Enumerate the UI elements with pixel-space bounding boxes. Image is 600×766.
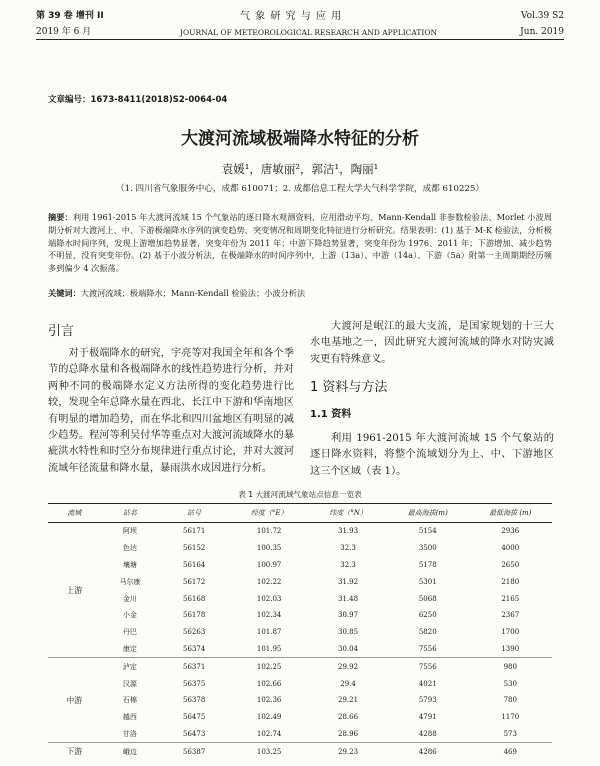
col-max-altitude: 最高海拔(m) [387,504,469,523]
table-row [48,590,552,607]
station-id: 56387 [159,743,229,760]
table-row [48,743,552,760]
station-name: 峨边 [101,743,160,760]
keywords-text: 大渡河流域；极端降水；Mann-Kendall 检验法；小波分析法 [80,288,306,298]
intro-paragraph-2 [310,319,554,368]
station-name: 阿坝 [122,527,137,536]
latitude: 28.66 [338,713,359,722]
intro-paragraph-2-text: 大渡河是岷江的最大支流，是国家规划的十三大水电基地之一，因此研究大渡河流域的降水对防灾减灾更有特殊意义。 [310,321,554,365]
latitude: 31.92 [338,577,359,586]
table-row [48,709,552,726]
min-altitude: 1390 [501,644,520,653]
min-altitude: 469 [469,743,552,760]
table-row [48,641,552,658]
intro-paragraph-1-text: 对于极端降水的研究，宇亮等对我国全年和各个季节的总降水量和各极端降水的线性趋势进行分析，并对两种不同的极端降水定义方法所得的变化趋势进行比较，发现全年总降水量在西北、长江中下游和华南地区有明显的增加趋势，而在华北和四川盆地区有明显的减少趋势。程河等利吴付华等重点对大渡河流域降水的暴疵洪水特性和时空分布规律进行重点讨论，并对大渡河流域年径流量和降水量，暴雨洪水成因进行分析。 [48,348,294,474]
station-name: 泸定 [101,658,160,675]
station-name: 壤塘 [122,560,137,569]
keywords [48,287,552,300]
station-id: 56171 [183,527,206,536]
longitude: 103.25 [229,743,309,760]
latitude: 29.23 [309,743,387,760]
max-altitude: 4021 [418,679,437,688]
latitude: 29.92 [309,658,387,675]
station-name: 甘洛 [122,729,137,738]
max-altitude: 5068 [418,594,437,603]
affiliation: （1. 四川省气象服务中心，成都 610071；2. 成都信息工程大学大气科学学院，成都 610225） [116,184,484,194]
station-id: 56178 [183,611,206,620]
station-id: 56371 [159,658,229,675]
col-latitude: 纬度（°N） [309,504,387,523]
longitude: 101.87 [256,628,282,637]
max-altitude: 3500 [418,544,437,553]
col-station-name: 站名 [101,504,160,523]
station-id: 56263 [183,628,206,637]
min-altitude: 1170 [501,713,520,722]
data-paragraph-text: 利用 1961-2015 年大渡河流域 15 个气象站的逐日降水资料，将整个流域划分为上、中、下游地区这三个区域（表 1）。 [310,433,554,477]
latitude: 32.3 [340,560,356,569]
min-altitude: 530 [503,679,517,688]
latitude: 30.85 [338,628,359,637]
longitude: 102.74 [256,729,282,738]
min-altitude: 2180 [501,577,520,586]
min-altitude: 2650 [501,560,520,569]
station-name: 康定 [122,644,137,653]
longitude: 102.49 [256,713,282,722]
abstract [48,211,552,275]
table-row [48,573,552,590]
col-longitude: 经度（°E） [229,504,309,523]
max-altitude: 7556 [387,658,469,675]
min-altitude: 573 [503,729,517,738]
col-station-id: 站号 [159,504,229,523]
latitude: 31.48 [338,594,359,603]
longitude: 102.22 [256,577,282,586]
latitude: 28.96 [338,729,359,738]
station-id: 56374 [183,644,206,653]
data-paragraph [310,431,554,480]
longitude: 101.95 [256,644,282,653]
paper-title: 大渡河流域极端降水特征的分析 [181,129,419,149]
volume-en: Vol.39 S2 [520,11,564,21]
longitude: 102.66 [256,679,282,688]
longitude: 101.72 [256,527,282,536]
table-row [48,624,552,641]
max-altitude: 5793 [418,696,437,705]
header-rule [36,39,564,40]
station-id: 56168 [183,594,206,603]
longitude: 100.97 [256,560,282,569]
min-altitude: 2165 [501,594,520,603]
basin-lower: 下游 [48,743,101,760]
max-altitude: 5820 [418,628,437,637]
station-name: 石棉 [122,696,137,705]
authors: 袁媛¹，唐敏丽²，郭洁¹，陶丽¹ [221,162,379,176]
table-row [48,523,552,540]
latitude: 30.04 [338,644,359,653]
station-id: 56152 [183,544,206,553]
issue-date: 2019 年 6 月 [36,27,92,37]
latitude: 30.97 [338,611,359,620]
max-altitude: 5154 [418,527,437,536]
station-id: 56172 [183,577,206,586]
table-row [48,692,552,709]
table-row [48,557,552,574]
volume-issue: 第 39 卷 增刊 II [36,11,104,21]
intro-paragraph-1 [48,346,294,477]
section-1-heading: 1 资料与方法 [310,380,388,395]
station-table [48,503,552,760]
latitude: 29.21 [338,696,359,705]
section-1-1-heading: 1.1 资料 [310,409,352,420]
max-altitude: 5301 [418,577,437,586]
journal-title-cn: 气 象 研 究 与 应 用 [240,11,343,22]
latitude: 31.93 [338,527,359,536]
col-basin: 流域 [48,504,101,523]
station-id: 56378 [183,696,206,705]
max-altitude: 4791 [418,713,437,722]
table-row [48,675,552,692]
station-name: 越西 [122,713,137,722]
max-altitude: 5178 [418,560,437,569]
date-en: Jun. 2019 [520,27,564,37]
longitude: 102.25 [229,658,309,675]
station-id: 56473 [183,729,206,738]
station-id: 56375 [183,679,206,688]
abstract-text: 利用 1961-2015 年大渡河流域 15 个气象站的逐日降水观测资料，应用滑动平均、Mann-Kendall 非参数检验法、Morlet 小波周期分析对大渡河上、中、下游极端降水序列的演变趋势、突变情况和周期变化特征进行分析研究。结果表明：(1) 基于 M-K 检验法，分析极端降水时间序列，发现上游增加趋势显著，突变年份为 2011 年；中游下降趋势显著，突变年份为 1976、2011 年；下游增加、减少趋势不明显，没有突变年份。(2) 基于小波分析法，在极端降水的时间序列中，上游（13a）、中游（14a）、下游（5a）附第一主周期期经历频多到偏少 4 次振荡。 [48,212,552,274]
table-row [48,607,552,624]
station-name: 汉源 [122,679,137,688]
station-id: 56475 [183,713,206,722]
latitude: 32.3 [340,544,356,553]
station-name: 马尔康 [119,577,141,586]
article-id: 文章编号：1673-8411(2018)S2-0064-04 [48,95,228,105]
min-altitude: 1700 [501,628,520,637]
station-name: 丹巴 [122,628,137,637]
max-altitude: 6250 [418,611,437,620]
min-altitude: 2367 [501,611,520,620]
longitude: 102.36 [256,696,282,705]
max-altitude: 7556 [418,644,437,653]
station-name: 色达 [122,544,137,553]
max-altitude: 4288 [418,729,437,738]
basin-upper: 上游 [66,585,83,595]
station-id: 56164 [183,560,206,569]
basin-middle: 中游 [48,658,101,743]
keywords-label: 关键词： [48,288,81,298]
abstract-label: 摘要： [48,212,73,222]
table-row [48,726,552,743]
table-caption: 表 1 大渡河流域气象站点信息一览表 [238,490,362,499]
longitude: 102.34 [256,611,282,620]
min-altitude: 980 [469,658,552,675]
longitude: 102.03 [256,594,282,603]
station-name: 金川 [122,594,137,603]
station-name: 小金 [122,611,137,620]
table-row [48,658,552,675]
min-altitude: 2936 [501,527,520,536]
min-altitude: 780 [503,696,517,705]
table-row [48,540,552,557]
table-header-row [48,504,552,523]
longitude: 100.35 [256,544,282,553]
max-altitude: 4286 [387,743,469,760]
journal-title-en: JOURNAL OF METEOROLOGICAL RESEARCH AND APPLICATION [180,28,438,37]
section-intro-heading: 引言 [48,324,75,339]
col-min-altitude: 最低海拔 (m) [469,504,552,523]
min-altitude: 4000 [501,544,520,553]
latitude: 29.4 [340,679,356,688]
